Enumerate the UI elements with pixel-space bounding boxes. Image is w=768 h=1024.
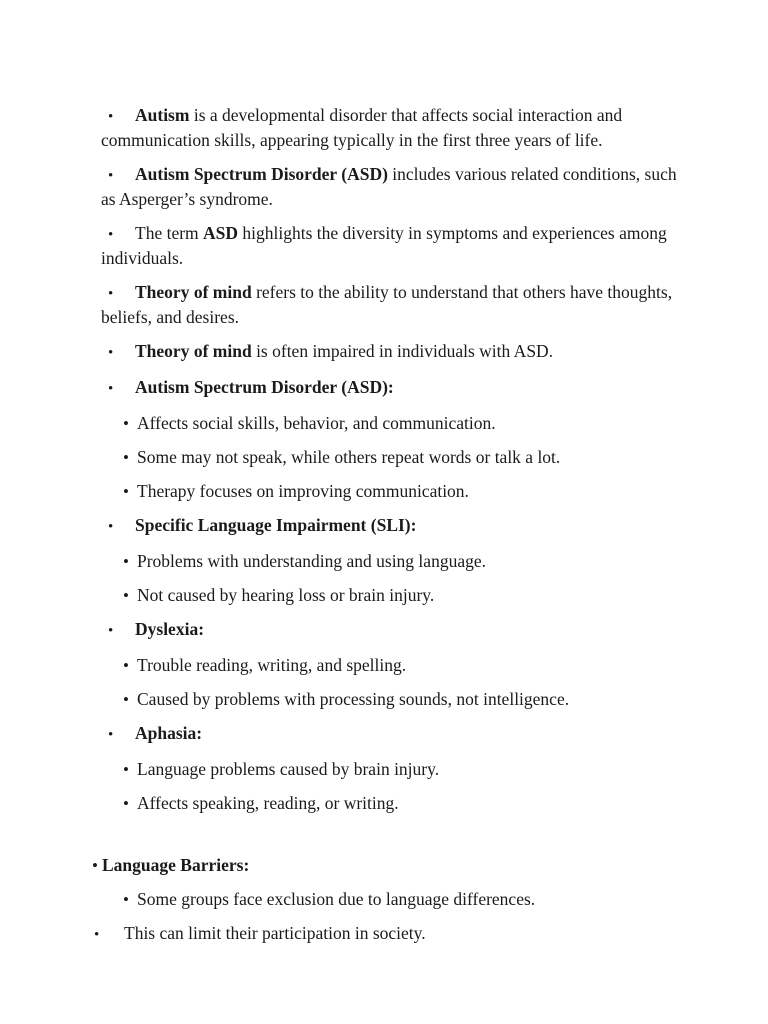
list-item xyxy=(123,412,678,435)
bullet-icon: • xyxy=(123,690,129,709)
list-item xyxy=(101,340,678,365)
bullet-icon: • xyxy=(123,414,129,433)
list-item-text: Problems with understanding and using language. xyxy=(137,551,486,571)
bullet-icon: • xyxy=(108,345,114,361)
list-item-text-bold: ASD xyxy=(203,223,239,243)
list-item-text-bold: Theory of mind xyxy=(135,282,252,302)
paragraph-spacer xyxy=(92,826,678,854)
list-item xyxy=(92,922,678,947)
bullet-icon: • xyxy=(123,448,129,467)
list-item-text: Therapy focuses on improving communication. xyxy=(137,481,469,501)
bullet-icon: • xyxy=(123,890,129,909)
list-item-text: highlights the diversity in symptoms and experiences among individuals. xyxy=(101,223,667,268)
list-item-text-bold: Autism Spectrum Disorder (ASD): xyxy=(135,377,394,397)
bullet-icon: • xyxy=(108,623,114,639)
list-item-text-bold: Dyslexia: xyxy=(135,619,205,639)
list-item-text: refers to the ability to understand that others have thoughts, beliefs, and desires. xyxy=(101,282,673,327)
list-item-text-bold: Theory of mind xyxy=(135,341,252,361)
list-item xyxy=(123,446,678,469)
bullet-icon: • xyxy=(108,109,114,125)
list-item xyxy=(101,163,678,211)
list-item xyxy=(123,758,678,781)
list-item xyxy=(101,104,678,152)
list-item-text: is a developmental disorder that affects social interaction and communication skills, appearing typically in the first three years of life. xyxy=(101,105,623,150)
bullet-icon: • xyxy=(108,286,114,302)
bullet-icon: • xyxy=(92,856,98,875)
list-item xyxy=(101,514,678,539)
list-item-text: Caused by problems with processing sounds, not intelligence. xyxy=(137,689,570,709)
list-item xyxy=(101,722,678,747)
bullet-icon: • xyxy=(123,760,129,779)
list-item xyxy=(123,888,678,911)
list-item xyxy=(101,281,678,329)
list-item-text-bold: Specific Language Impairment (SLI): xyxy=(135,515,417,535)
bullet-icon: • xyxy=(108,727,114,743)
list-item-text: Language problems caused by brain injury. xyxy=(137,759,440,779)
list-item xyxy=(101,222,678,270)
list-item-text: Affects social skills, behavior, and communication. xyxy=(137,413,496,433)
list-item-text-bold: Aphasia: xyxy=(135,723,203,743)
list-item-text: Some groups face exclusion due to language differences. xyxy=(137,889,536,909)
list-item-text: Not caused by hearing loss or brain injury. xyxy=(137,585,435,605)
bullet-icon: • xyxy=(94,927,100,943)
list-item xyxy=(123,688,678,711)
bullet-icon: • xyxy=(108,227,114,243)
list-item xyxy=(123,792,678,815)
list-item-text: The term xyxy=(135,223,204,243)
list-item xyxy=(123,584,678,607)
list-item-text: Trouble reading, writing, and spelling. xyxy=(137,655,407,675)
list-item xyxy=(123,480,678,503)
list-item-text: is often impaired in individuals with ASD. xyxy=(251,341,554,361)
list-item-text-bold: Autism xyxy=(135,105,190,125)
bullet-icon: • xyxy=(108,381,114,397)
list-item-text-bold: Autism Spectrum Disorder (ASD) xyxy=(135,164,388,184)
list-item xyxy=(101,376,678,401)
list-item-text: Some may not speak, while others repeat words or talk a lot. xyxy=(137,447,561,467)
bullet-icon: • xyxy=(108,519,114,535)
document-body xyxy=(92,104,678,947)
list-item xyxy=(92,854,678,877)
list-item-text: Affects speaking, reading, or writing. xyxy=(137,793,399,813)
bullet-icon: • xyxy=(123,586,129,605)
bullet-icon: • xyxy=(123,656,129,675)
list-item xyxy=(101,618,678,643)
bullet-icon: • xyxy=(123,552,129,571)
bullet-icon: • xyxy=(123,482,129,501)
list-item-text: includes various related conditions, such as Asperger’s syndrome. xyxy=(101,164,677,209)
list-item-text-bold: Language Barriers: xyxy=(102,855,250,875)
bullet-icon: • xyxy=(123,794,129,813)
list-item-text: This can limit their participation in society. xyxy=(124,923,426,943)
list-item xyxy=(123,654,678,677)
list-item xyxy=(123,550,678,573)
bullet-icon: • xyxy=(108,168,114,184)
